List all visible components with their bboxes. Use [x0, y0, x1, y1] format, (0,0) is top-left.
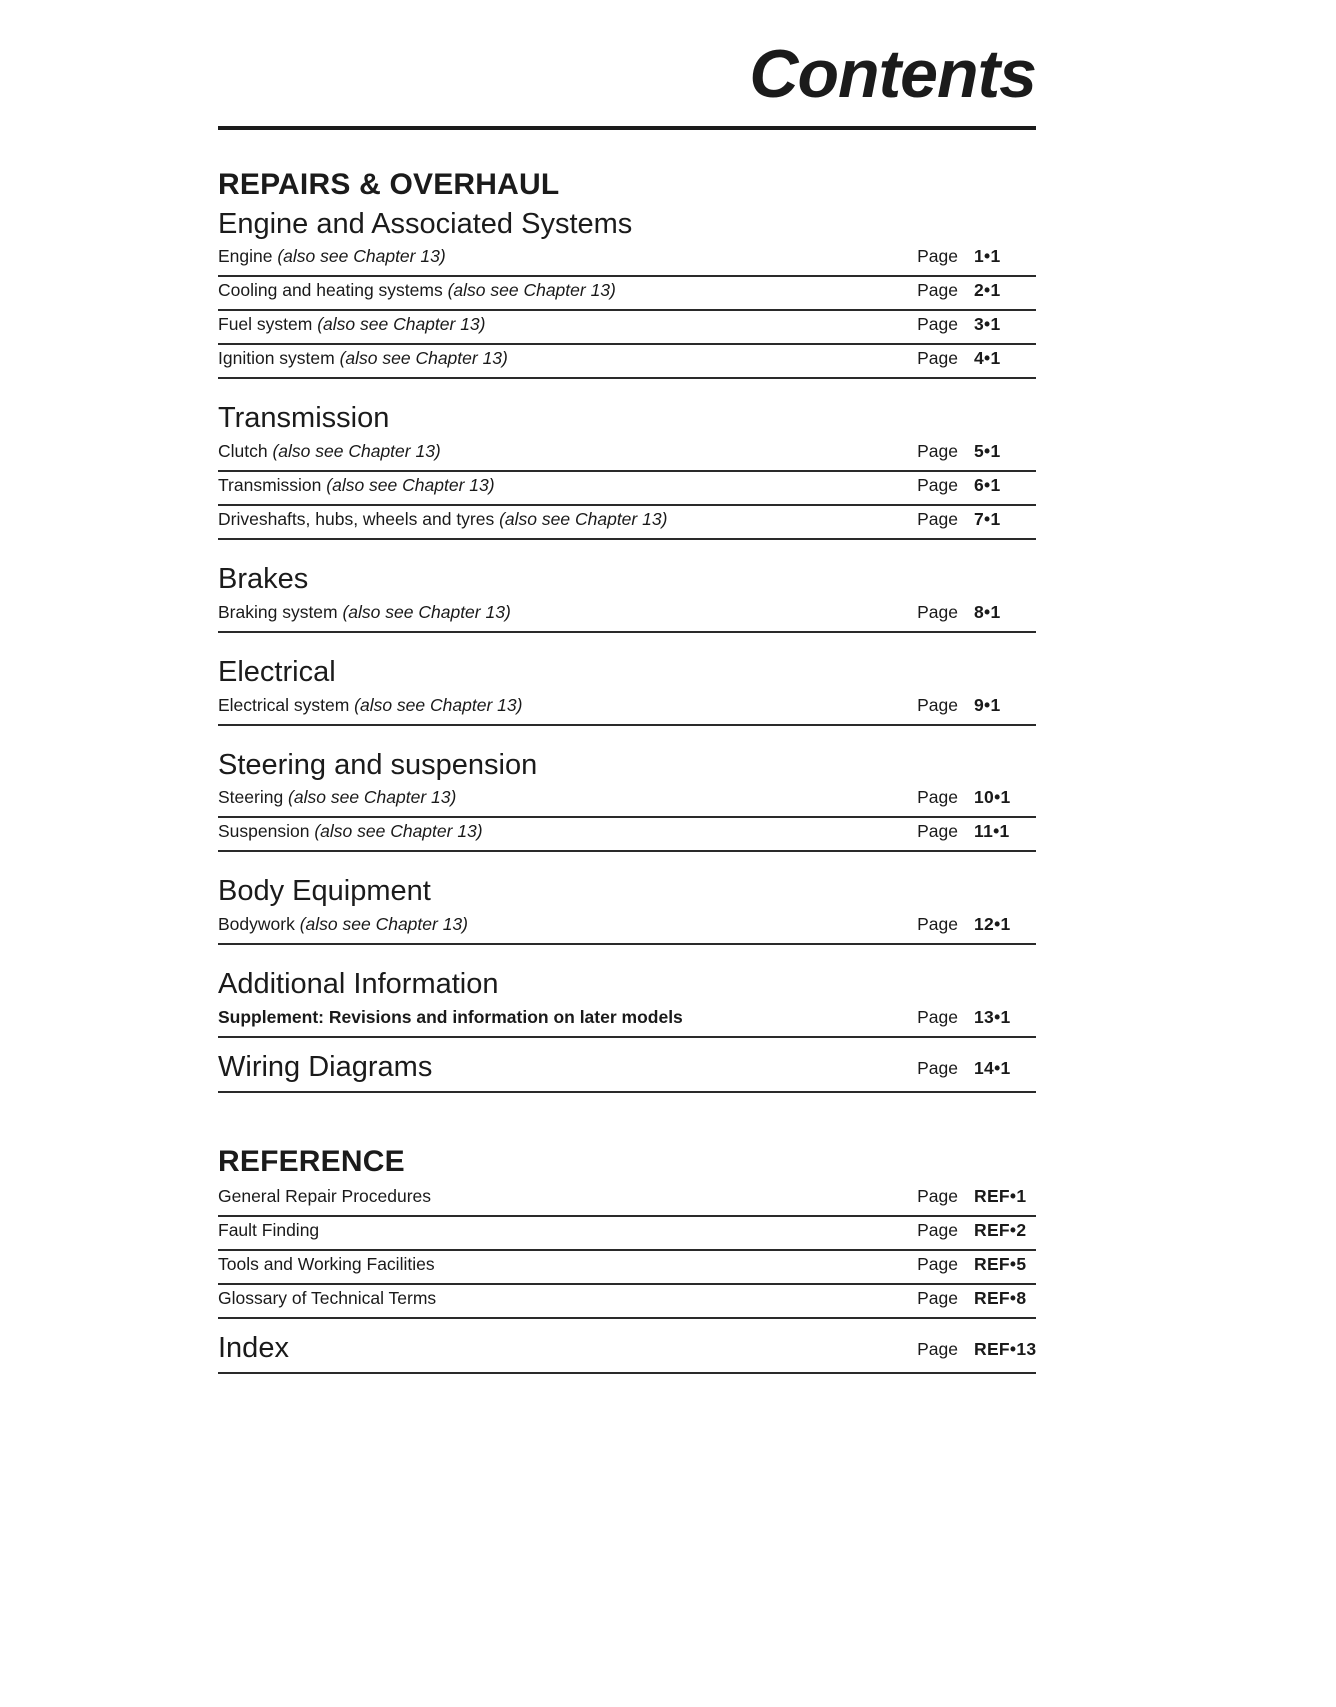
page-label: Page — [917, 1339, 958, 1360]
row-note: (also see Chapter 13) — [499, 509, 668, 530]
row-label: Tools and Working Facilities — [218, 1254, 435, 1275]
row-label: Supplement: Revisions and information on later models — [218, 1007, 683, 1028]
table-row[interactable] — [218, 277, 1036, 311]
page-number: 8•1 — [974, 601, 1001, 622]
page-label: Page — [917, 821, 958, 842]
page-header — [0, 0, 1336, 112]
contents-body — [218, 168, 1036, 1374]
table-row[interactable] — [218, 438, 1036, 472]
page-label: Page — [917, 601, 958, 622]
row-note: (also see Chapter 13) — [342, 601, 511, 622]
page-label: Page — [917, 348, 958, 369]
table-row[interactable] — [218, 1183, 1036, 1217]
row-label: Fuel system (also see Chapter 13) — [218, 314, 486, 335]
row-label: Index — [218, 1332, 289, 1365]
row-label: Glossary of Technical Terms — [218, 1288, 437, 1309]
table-row[interactable] — [218, 818, 1036, 852]
table-row[interactable] — [218, 1285, 1036, 1319]
row-label: Bodywork (also see Chapter 13) — [218, 914, 468, 935]
page-label: Page — [917, 1058, 958, 1079]
row-label: Driveshafts, hubs, wheels and tyres (also see Chapter 13) — [218, 509, 668, 530]
page-number: 4•1 — [974, 348, 1001, 369]
row-note: (also see Chapter 13) — [354, 694, 523, 715]
page-label: Page — [917, 246, 958, 267]
row-note: (also see Chapter 13) — [272, 441, 441, 462]
row-note: (also see Chapter 13) — [277, 246, 446, 267]
table-row[interactable] — [218, 1251, 1036, 1285]
page-number: REF•8 — [974, 1288, 1027, 1309]
group-heading-steering-suspension: Steering and suspension — [218, 748, 538, 781]
page-label: Page — [917, 694, 958, 715]
page-label: Page — [917, 1220, 958, 1241]
page-label: Page — [917, 1288, 958, 1309]
row-label: General Repair Procedures — [218, 1186, 432, 1207]
table-row[interactable] — [218, 784, 1036, 818]
part-heading-reference: REFERENCE — [218, 1144, 405, 1178]
page-number: 9•1 — [974, 694, 1001, 715]
table-row[interactable] — [218, 243, 1036, 277]
title-divider — [218, 126, 1036, 130]
group-heading-body-equipment: Body Equipment — [218, 875, 431, 908]
page-number: 11•1 — [974, 821, 1010, 842]
row-label: Transmission (also see Chapter 13) — [218, 475, 495, 496]
table-row-index[interactable] — [218, 1319, 1036, 1374]
row-note: (also see Chapter 13) — [317, 314, 486, 335]
row-note: (also see Chapter 13) — [339, 348, 508, 369]
page-label: Page — [917, 280, 958, 301]
page-number: REF•1 — [974, 1186, 1027, 1207]
page-number: 13•1 — [974, 1007, 1011, 1028]
page-label: Page — [917, 1007, 958, 1028]
row-note: (also see Chapter 13) — [326, 475, 495, 496]
page-title: Contents — [749, 36, 1036, 112]
page-label: Page — [917, 914, 958, 935]
row-label: Clutch (also see Chapter 13) — [218, 441, 441, 462]
part-heading-repairs: REPAIRS & OVERHAUL — [218, 168, 560, 201]
row-label: Cooling and heating systems (also see Chapter 13) — [218, 280, 616, 301]
row-note: (also see Chapter 13) — [447, 280, 616, 301]
row-label: Engine (also see Chapter 13) — [218, 246, 446, 267]
row-label: Ignition system (also see Chapter 13) — [218, 348, 508, 369]
table-row[interactable] — [218, 472, 1036, 506]
row-label: Electrical system (also see Chapter 13) — [218, 694, 523, 715]
table-row-wiring-diagrams[interactable] — [218, 1038, 1036, 1093]
page-number: 7•1 — [974, 509, 1001, 530]
row-note: (also see Chapter 13) — [288, 787, 457, 808]
page-number: 14•1 — [974, 1058, 1011, 1079]
row-label: Wiring Diagrams — [218, 1051, 433, 1084]
table-row[interactable] — [218, 506, 1036, 540]
group-heading-additional-information: Additional Information — [218, 968, 499, 1001]
table-row[interactable] — [218, 911, 1036, 945]
group-heading-electrical: Electrical — [218, 655, 336, 688]
row-note: (also see Chapter 13) — [314, 821, 483, 842]
page-number: REF•2 — [974, 1220, 1027, 1241]
table-row[interactable] — [218, 345, 1036, 379]
page-number: 1•1 — [974, 246, 1001, 267]
page-number: REF•5 — [974, 1254, 1027, 1275]
page-label: Page — [917, 1254, 958, 1275]
table-row[interactable] — [218, 692, 1036, 726]
page-number: 12•1 — [974, 914, 1011, 935]
page-label: Page — [917, 475, 958, 496]
table-row[interactable] — [218, 1217, 1036, 1251]
group-heading-brakes: Brakes — [218, 563, 309, 596]
page-label: Page — [917, 314, 958, 335]
page-label: Page — [917, 787, 958, 808]
table-row[interactable] — [218, 1004, 1036, 1038]
group-heading-engine: Engine and Associated Systems — [218, 207, 633, 240]
row-label: Braking system (also see Chapter 13) — [218, 601, 511, 622]
table-row[interactable] — [218, 311, 1036, 345]
row-label: Fault Finding — [218, 1220, 320, 1241]
row-label: Steering (also see Chapter 13) — [218, 787, 457, 808]
page-number: 3•1 — [974, 314, 1001, 335]
page-label: Page — [917, 509, 958, 530]
page-number: 5•1 — [974, 441, 1001, 462]
page-label: Page — [917, 441, 958, 462]
group-heading-transmission: Transmission — [218, 402, 390, 435]
page-number: 2•1 — [974, 280, 1001, 301]
page-number: 10•1 — [974, 787, 1011, 808]
row-label: Suspension (also see Chapter 13) — [218, 821, 483, 842]
page-label: Page — [917, 1186, 958, 1207]
page-number: REF•13 — [974, 1339, 1037, 1360]
table-row[interactable] — [218, 599, 1036, 633]
row-note: (also see Chapter 13) — [299, 914, 468, 935]
page-number: 6•1 — [974, 475, 1001, 496]
